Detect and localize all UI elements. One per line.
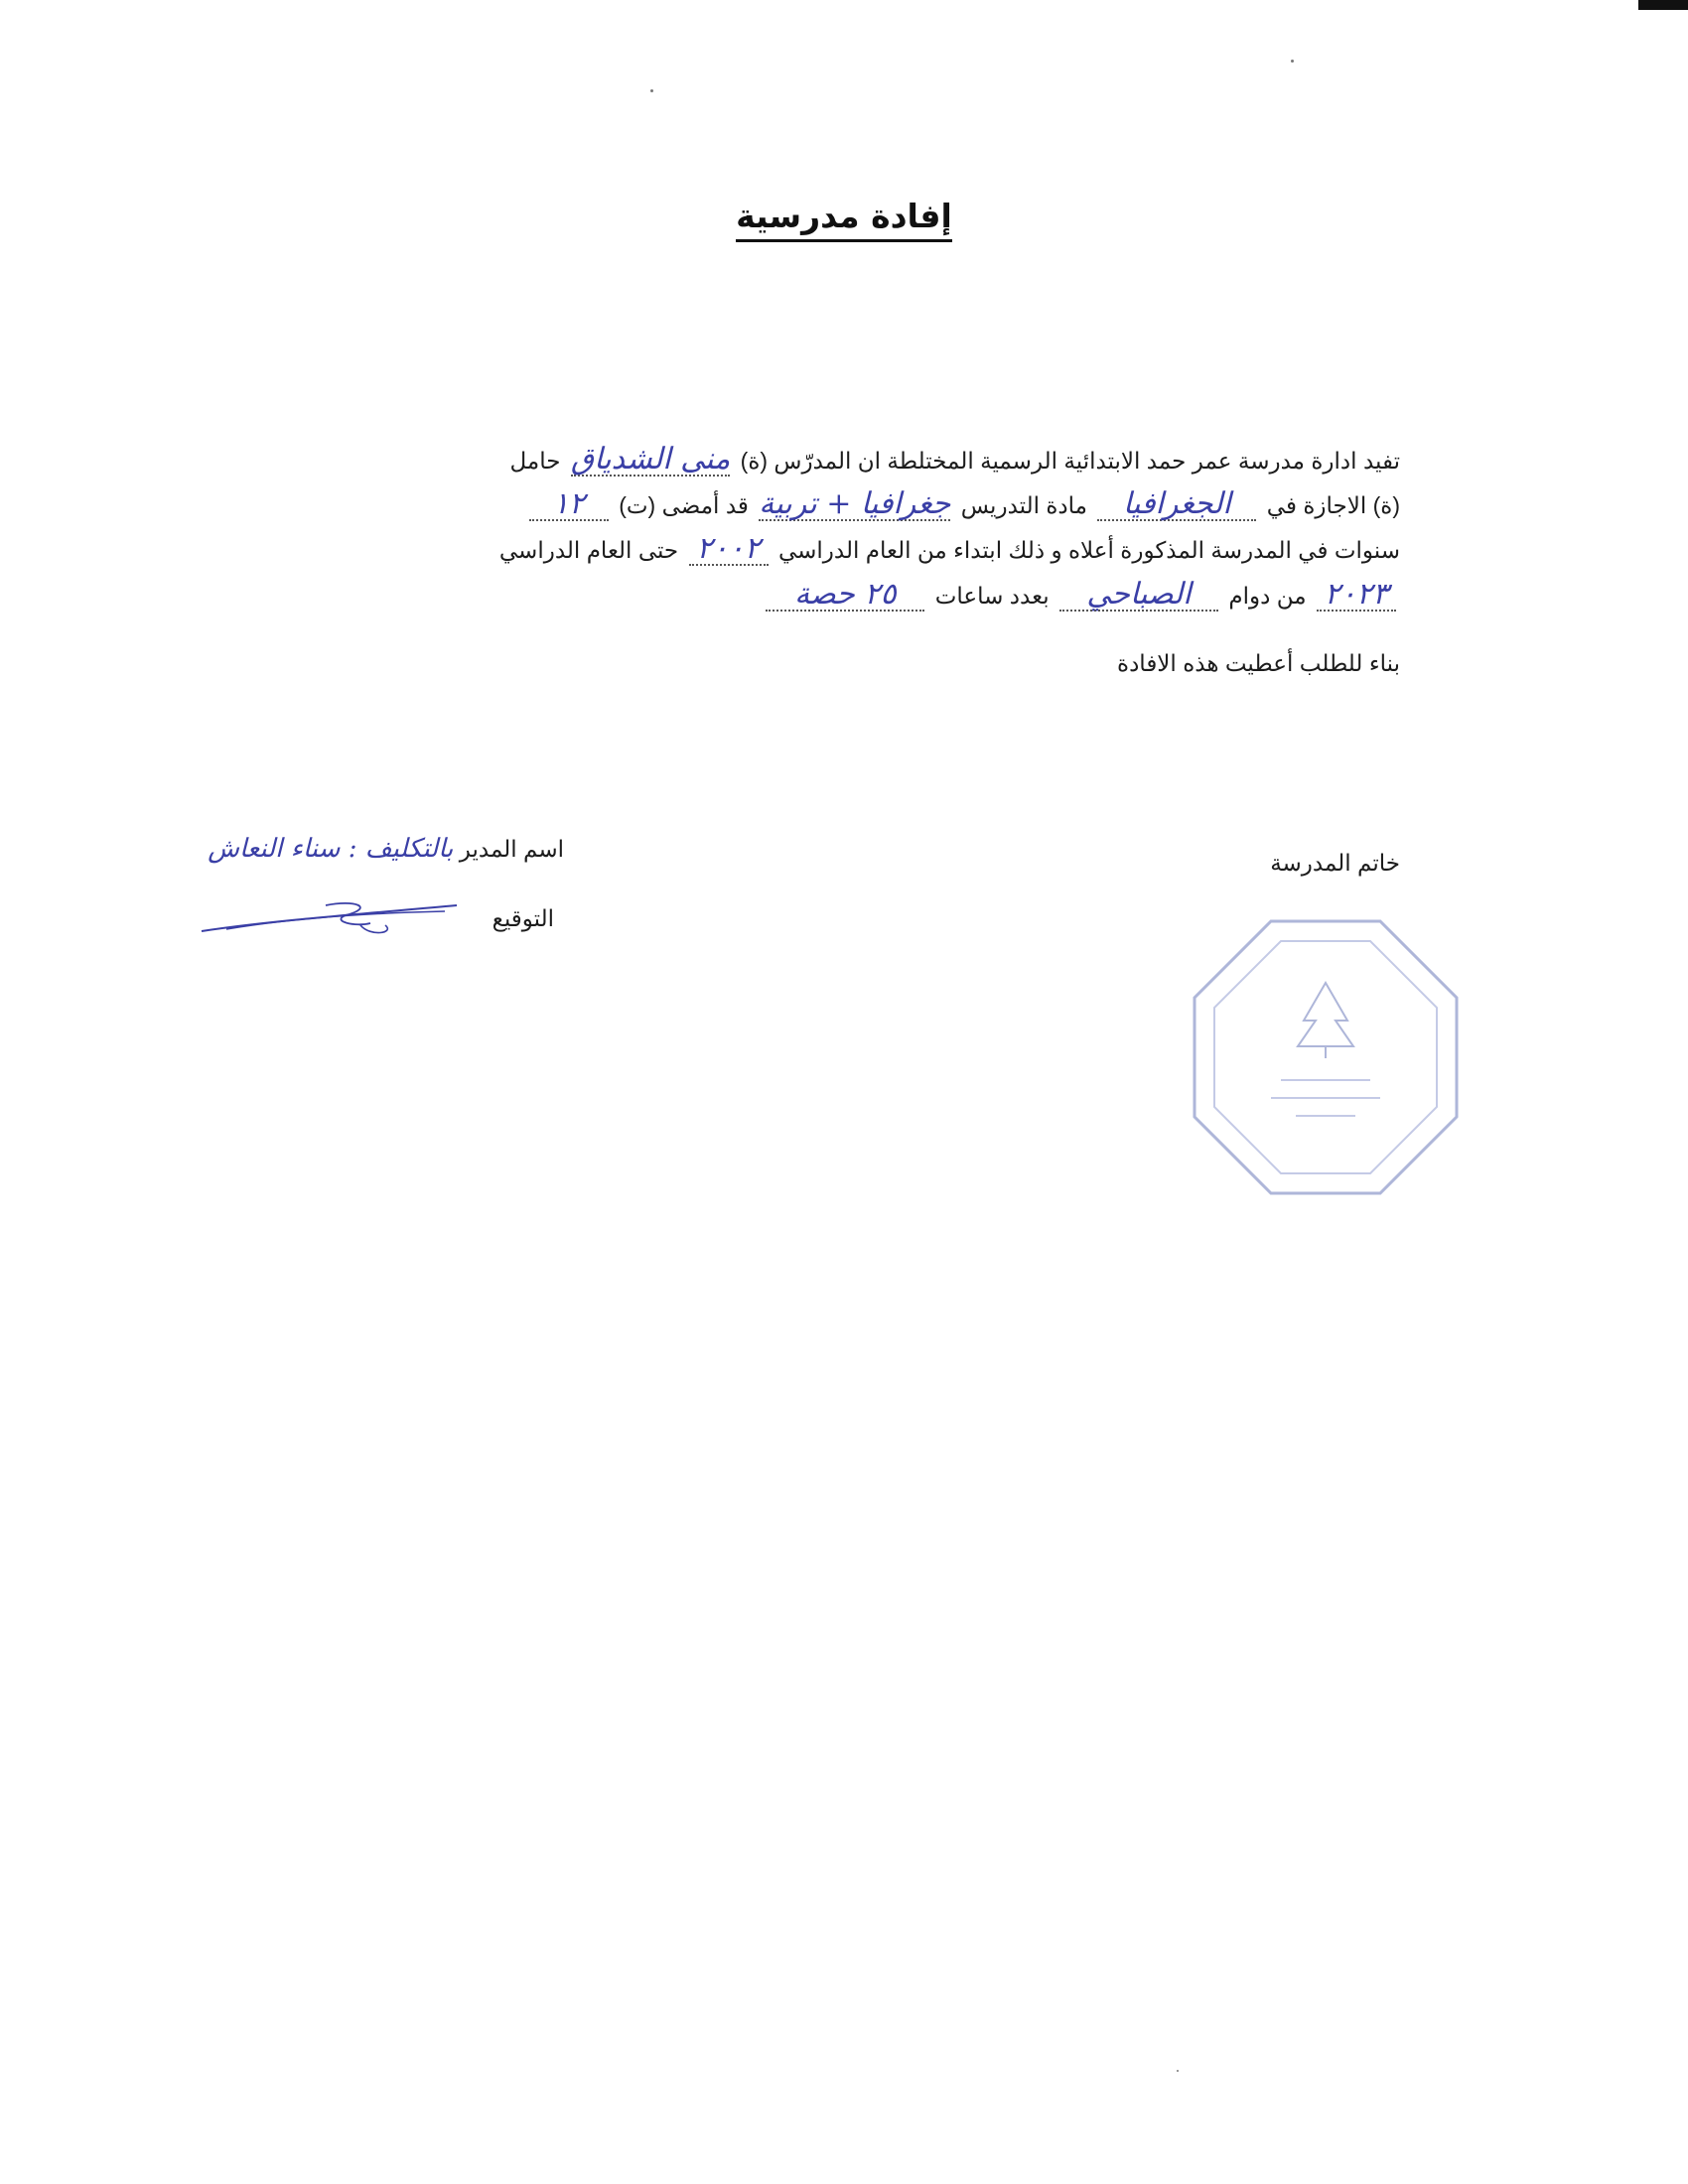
years-handwritten: ١٢ xyxy=(552,486,585,521)
teacher-name-field xyxy=(570,442,731,477)
line2-text-start: (ة) الاجازة في xyxy=(1266,492,1400,518)
line1-text-end: حامل xyxy=(509,448,561,474)
line2-text-after: قد أمضى (ت) xyxy=(619,492,749,518)
line3-text-end: حتى العام الدراسي xyxy=(498,537,679,563)
line4-text-middle: من دوام xyxy=(1228,583,1307,609)
stamp-row xyxy=(1270,850,1400,877)
principal-name-row xyxy=(208,836,564,863)
shift-handwritten: الصباحي xyxy=(1086,577,1192,612)
school-stamp-icon xyxy=(1187,913,1465,1201)
signature-row xyxy=(492,905,554,932)
signature-label: التوقيع xyxy=(492,905,554,931)
degree-handwritten: الجغرافيا xyxy=(1123,486,1231,521)
stamp-label: خاتم المدرسة xyxy=(1270,850,1400,876)
body-line-4 xyxy=(762,577,1400,612)
line3-text-start: سنوات في المدرسة المذكورة أعلاه و ذلك ابتداء من العام الدراسي xyxy=(777,537,1400,563)
body-line-3 xyxy=(498,531,1400,566)
shift-field xyxy=(1059,577,1218,612)
subjects-handwritten: جغرافيا + تربية xyxy=(759,486,951,521)
closing-text: بناء للطلب أعطيت هذه الافادة xyxy=(1117,650,1400,676)
to-year-field xyxy=(1317,577,1396,612)
hours-handwritten: ٢٥ حصة xyxy=(794,577,897,612)
document-title-text: إفادة مدرسية xyxy=(736,197,952,242)
to-year-handwritten: ٢٠٢٣ xyxy=(1324,577,1389,612)
subjects-field xyxy=(759,486,951,521)
line1-text-start: تفيد ادارة مدرسة عمر حمد الابتدائية الرسمية المختلطة ان المدرّس (ة) xyxy=(740,448,1400,474)
scan-speck xyxy=(1291,60,1294,63)
line4-text-after: بعدد ساعات xyxy=(934,583,1050,609)
from-year-field xyxy=(689,531,769,566)
hours-field xyxy=(766,577,924,612)
from-year-handwritten: ٢٠٠٢ xyxy=(696,531,761,566)
years-field xyxy=(529,486,609,521)
degree-field xyxy=(1097,486,1256,521)
line2-text-middle: مادة التدريس xyxy=(960,492,1087,518)
signature-scribble xyxy=(197,893,465,943)
document-title xyxy=(0,197,1688,242)
body-line-2 xyxy=(525,486,1400,521)
teacher-name-handwritten: منى الشدياق xyxy=(570,442,731,477)
principal-name-handwritten: بالتكليف : سناء النعاش xyxy=(208,834,454,864)
scan-corner-mark xyxy=(1638,0,1688,10)
scan-speck xyxy=(1177,2070,1179,2072)
principal-label: اسم المدير xyxy=(459,836,564,862)
scan-speck xyxy=(650,89,653,92)
body-line-1 xyxy=(509,442,1400,477)
closing-line xyxy=(1117,650,1400,677)
